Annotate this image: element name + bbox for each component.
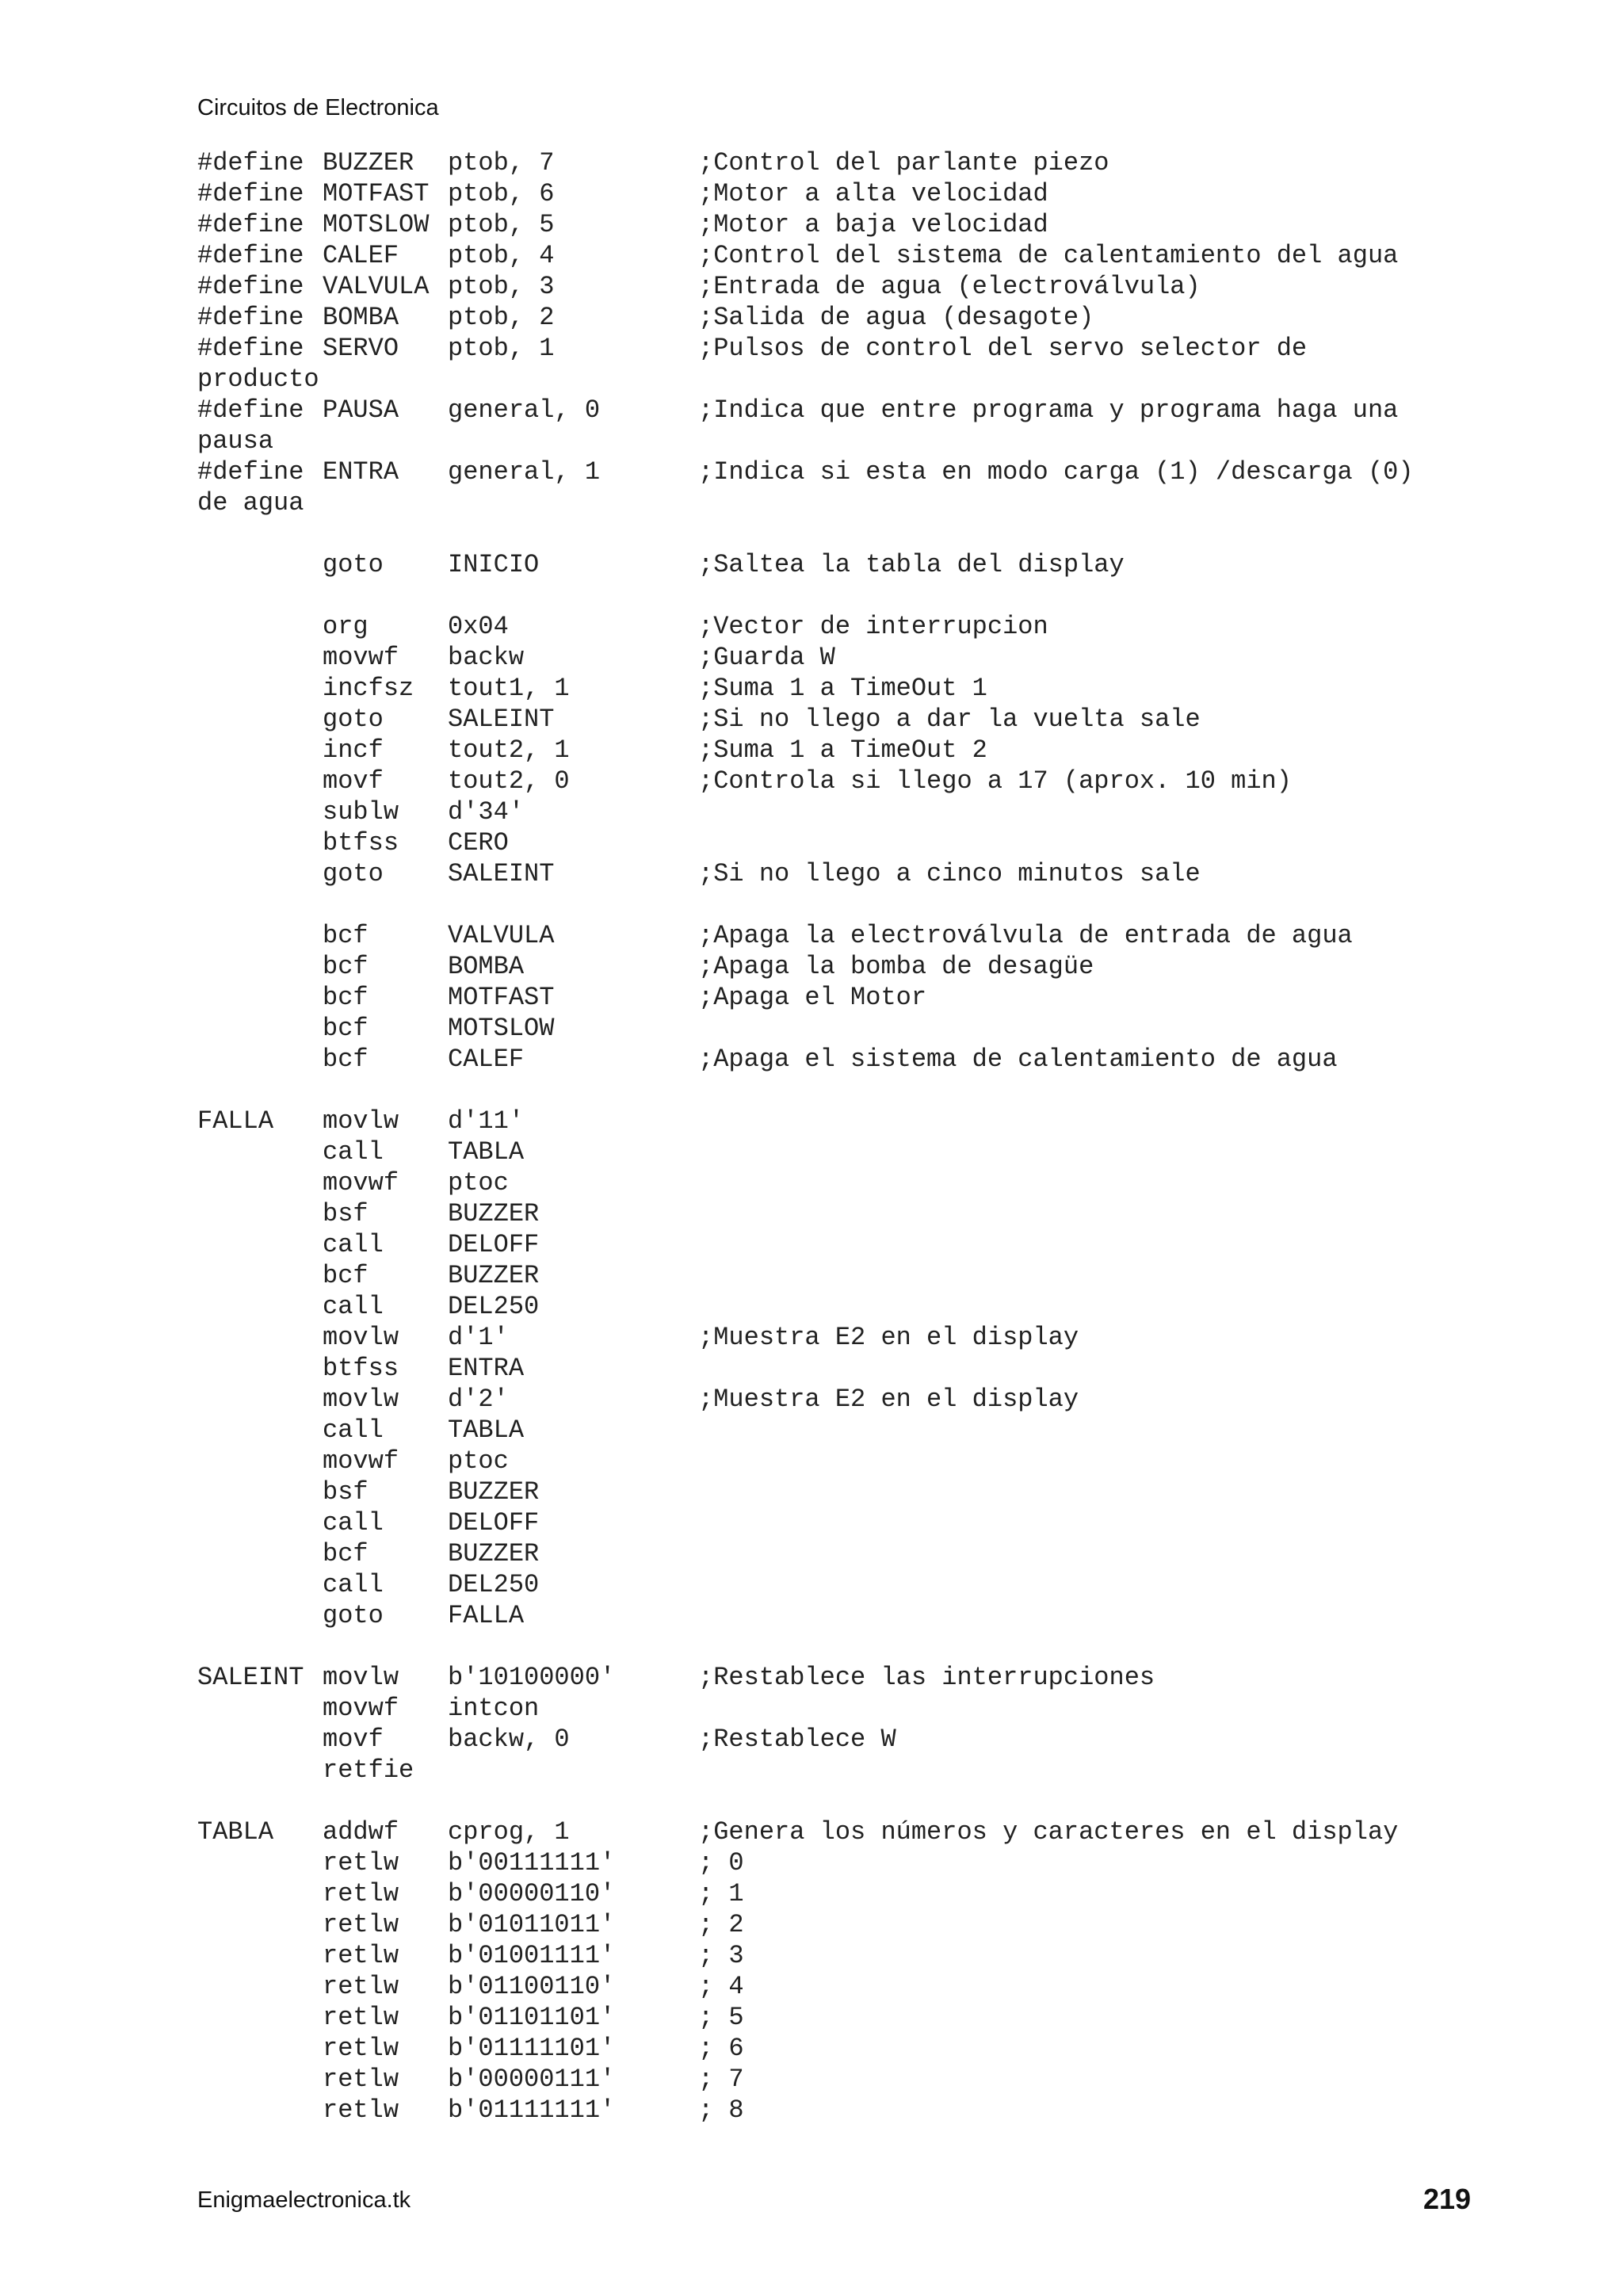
code-comment: ;Restablece las interrupciones (698, 1663, 1155, 1692)
code-operand: tout1, 1 (448, 674, 570, 703)
code-operand: BUZZER (448, 1539, 540, 1568)
code-opcode: incfsz (323, 674, 414, 703)
code-operand: MOTFAST (448, 983, 555, 1012)
code-opcode: call (323, 1415, 384, 1445)
code-comment: ;Si no llego a cinco minutos sale (698, 859, 1201, 888)
code-comment: ;Restablece W (698, 1725, 896, 1754)
code-label: #define (197, 303, 304, 332)
page-header: Circuitos de Electronica (197, 95, 439, 120)
code-comment: ;Apaga el Motor (698, 983, 927, 1012)
code-comment: ; 6 (698, 2034, 744, 2063)
code-comment: ;Entrada de agua (electroválvula) (698, 272, 1201, 301)
code-opcode: movlw (323, 1106, 399, 1136)
code-opcode: goto (323, 1601, 384, 1630)
code-comment: ;Indica que entre programa y programa haga una (698, 395, 1399, 425)
code-label: #define (197, 395, 304, 425)
code-opcode: movwf (323, 1446, 399, 1476)
code-opcode: bcf (323, 921, 369, 950)
code-opcode: call (323, 1230, 384, 1259)
code-operand: b'00000110' (448, 1879, 616, 1908)
code-operand: general, 1 (448, 457, 601, 487)
code-opcode: VALVULA (323, 272, 430, 301)
code-operand: b'01001111' (448, 1941, 616, 1970)
code-operand: TABLA (448, 1415, 525, 1445)
code-opcode: PAUSA (323, 395, 399, 425)
code-operand: SALEINT (448, 705, 555, 734)
code-operand: CALEF (448, 1045, 525, 1074)
footer-site: Enigmaelectronica.tk (197, 2187, 411, 2213)
code-label: #define (197, 457, 304, 487)
code-label: de agua (197, 488, 304, 518)
code-operand: ptob, 6 (448, 179, 555, 208)
code-comment: ;Saltea la tabla del display (698, 550, 1125, 579)
code-opcode: movf (323, 1725, 384, 1754)
code-opcode: movlw (323, 1663, 399, 1692)
code-comment: ; 5 (698, 2003, 744, 2032)
code-operand: tout2, 0 (448, 766, 570, 796)
code-comment: ;Apaga la electroválvula de entrada de agua (698, 921, 1353, 950)
code-operand: b'01111111' (448, 2095, 616, 2125)
code-operand: backw (448, 643, 525, 672)
code-comment: ; 0 (698, 1848, 744, 1878)
code-operand: d'2' (448, 1385, 509, 1414)
code-comment: ;Suma 1 a TimeOut 1 (698, 674, 987, 703)
code-comment: ;Control del parlante piezo (698, 148, 1109, 178)
code-operand: backw, 0 (448, 1725, 570, 1754)
code-comment: ; 8 (698, 2095, 744, 2125)
code-comment: ;Motor a alta velocidad (698, 179, 1048, 208)
code-operand: ptob, 5 (448, 210, 555, 239)
code-opcode: movf (323, 766, 384, 796)
code-operand: TABLA (448, 1137, 525, 1167)
code-comment: ;Guarda W (698, 643, 835, 672)
code-operand: ptoc (448, 1168, 509, 1198)
code-label: #define (197, 210, 304, 239)
code-opcode: movwf (323, 643, 399, 672)
code-comment: ;Genera los números y caracteres en el display (698, 1817, 1399, 1847)
code-opcode: bsf (323, 1199, 369, 1228)
code-opcode: retlw (323, 1848, 399, 1878)
code-opcode: goto (323, 705, 384, 734)
code-comment: ;Muestra E2 en el display (698, 1385, 1079, 1414)
code-opcode: bcf (323, 952, 369, 981)
code-operand: d'1' (448, 1323, 509, 1352)
code-opcode: BOMBA (323, 303, 399, 332)
code-comment: ;Salida de agua (desagote) (698, 303, 1094, 332)
code-opcode: bcf (323, 1045, 369, 1074)
code-label: #define (197, 241, 304, 270)
code-operand: VALVULA (448, 921, 555, 950)
code-label: #define (197, 148, 304, 178)
code-operand: ptob, 7 (448, 148, 555, 178)
code-opcode: SERVO (323, 334, 399, 363)
code-opcode: bcf (323, 1014, 369, 1043)
code-opcode: bsf (323, 1477, 369, 1507)
code-operand: general, 0 (448, 395, 601, 425)
code-operand: d'11' (448, 1106, 525, 1136)
code-opcode: movwf (323, 1694, 399, 1723)
page-number: 219 (1423, 2183, 1472, 2215)
code-opcode: ENTRA (323, 457, 399, 487)
code-comment: ;Motor a baja velocidad (698, 210, 1048, 239)
code-opcode: retlw (323, 2065, 399, 2094)
code-operand: b'01111101' (448, 2034, 616, 2063)
code-opcode: call (323, 1570, 384, 1599)
code-opcode: call (323, 1508, 384, 1538)
code-operand: ptob, 4 (448, 241, 555, 270)
code-opcode: movlw (323, 1385, 399, 1414)
code-opcode: retlw (323, 1910, 399, 1939)
code-operand: SALEINT (448, 859, 555, 888)
code-opcode: btfss (323, 1354, 399, 1383)
code-label: #define (197, 334, 304, 363)
code-comment: ; 2 (698, 1910, 744, 1939)
code-opcode: bcf (323, 1261, 369, 1290)
code-operand: DELOFF (448, 1230, 540, 1259)
code-opcode: bcf (323, 983, 369, 1012)
code-operand: b'10100000' (448, 1663, 616, 1692)
code-comment: ;Suma 1 a TimeOut 2 (698, 735, 987, 765)
code-operand: DEL250 (448, 1292, 540, 1321)
code-opcode: btfss (323, 828, 399, 858)
code-comment: ; 3 (698, 1941, 744, 1970)
code-comment: ;Control del sistema de calentamiento del agua (698, 241, 1399, 270)
code-operand: ENTRA (448, 1354, 525, 1383)
code-opcode: retlw (323, 1972, 399, 2001)
code-comment: ;Indica si esta en modo carga (1) /descarga (0) (698, 457, 1414, 487)
code-operand: DEL250 (448, 1570, 540, 1599)
code-operand: CERO (448, 828, 509, 858)
code-comment: ;Si no llego a dar la vuelta sale (698, 705, 1201, 734)
code-comment: ;Apaga el sistema de calentamiento de agua (698, 1045, 1338, 1074)
code-opcode: org (323, 612, 369, 641)
code-opcode: goto (323, 859, 384, 888)
code-operand: BUZZER (448, 1477, 540, 1507)
code-opcode: retfie (323, 1755, 414, 1785)
code-operand: ptob, 1 (448, 334, 555, 363)
code-label: producto (197, 365, 319, 394)
code-operand: INICIO (448, 550, 540, 579)
code-comment: ;Apaga la bomba de desagüe (698, 952, 1094, 981)
code-operand: b'01101101' (448, 2003, 616, 2032)
code-operand: b'00111111' (448, 1848, 616, 1878)
code-operand: b'01100110' (448, 1972, 616, 2001)
code-comment: ; 4 (698, 1972, 744, 2001)
code-label: pausa (197, 426, 274, 456)
code-opcode: CALEF (323, 241, 399, 270)
code-comment: ;Pulsos de control del servo selector de (698, 334, 1308, 363)
code-comment: ;Controla si llego a 17 (aprox. 10 min) (698, 766, 1292, 796)
code-operand: b'01011011' (448, 1910, 616, 1939)
code-operand: cprog, 1 (448, 1817, 570, 1847)
code-operand: ptob, 2 (448, 303, 555, 332)
code-comment: ;Muestra E2 en el display (698, 1323, 1079, 1352)
code-opcode: retlw (323, 1941, 399, 1970)
code-opcode: call (323, 1137, 384, 1167)
code-opcode: retlw (323, 2003, 399, 2032)
code-operand: b'00000111' (448, 2065, 616, 2094)
code-operand: ptoc (448, 1446, 509, 1476)
code-label: #define (197, 179, 304, 208)
code-operand: BUZZER (448, 1199, 540, 1228)
code-label: #define (197, 272, 304, 301)
code-opcode: retlw (323, 2034, 399, 2063)
code-opcode: bcf (323, 1539, 369, 1568)
code-opcode: goto (323, 550, 384, 579)
code-opcode: BUZZER (323, 148, 414, 178)
code-opcode: MOTFAST (323, 179, 430, 208)
code-opcode: movlw (323, 1323, 399, 1352)
code-opcode: addwf (323, 1817, 399, 1847)
code-operand: d'34' (448, 797, 525, 827)
code-operand: BOMBA (448, 952, 525, 981)
code-operand: intcon (448, 1694, 540, 1723)
code-opcode: incf (323, 735, 384, 765)
code-operand: MOTSLOW (448, 1014, 555, 1043)
code-opcode: movwf (323, 1168, 399, 1198)
code-label: TABLA (197, 1817, 274, 1847)
code-comment: ; 1 (698, 1879, 744, 1908)
code-operand: DELOFF (448, 1508, 540, 1538)
code-label: SALEINT (197, 1663, 304, 1692)
code-opcode: retlw (323, 2095, 399, 2125)
code-operand: BUZZER (448, 1261, 540, 1290)
code-operand: tout2, 1 (448, 735, 570, 765)
code-operand: ptob, 3 (448, 272, 555, 301)
code-comment: ; 7 (698, 2065, 744, 2094)
code-operand: 0x04 (448, 612, 509, 641)
code-comment: ;Vector de interrupcion (698, 612, 1048, 641)
code-opcode: MOTSLOW (323, 210, 430, 239)
code-label: FALLA (197, 1106, 274, 1136)
code-opcode: call (323, 1292, 384, 1321)
code-operand: FALLA (448, 1601, 525, 1630)
code-opcode: sublw (323, 797, 399, 827)
code-opcode: retlw (323, 1879, 399, 1908)
